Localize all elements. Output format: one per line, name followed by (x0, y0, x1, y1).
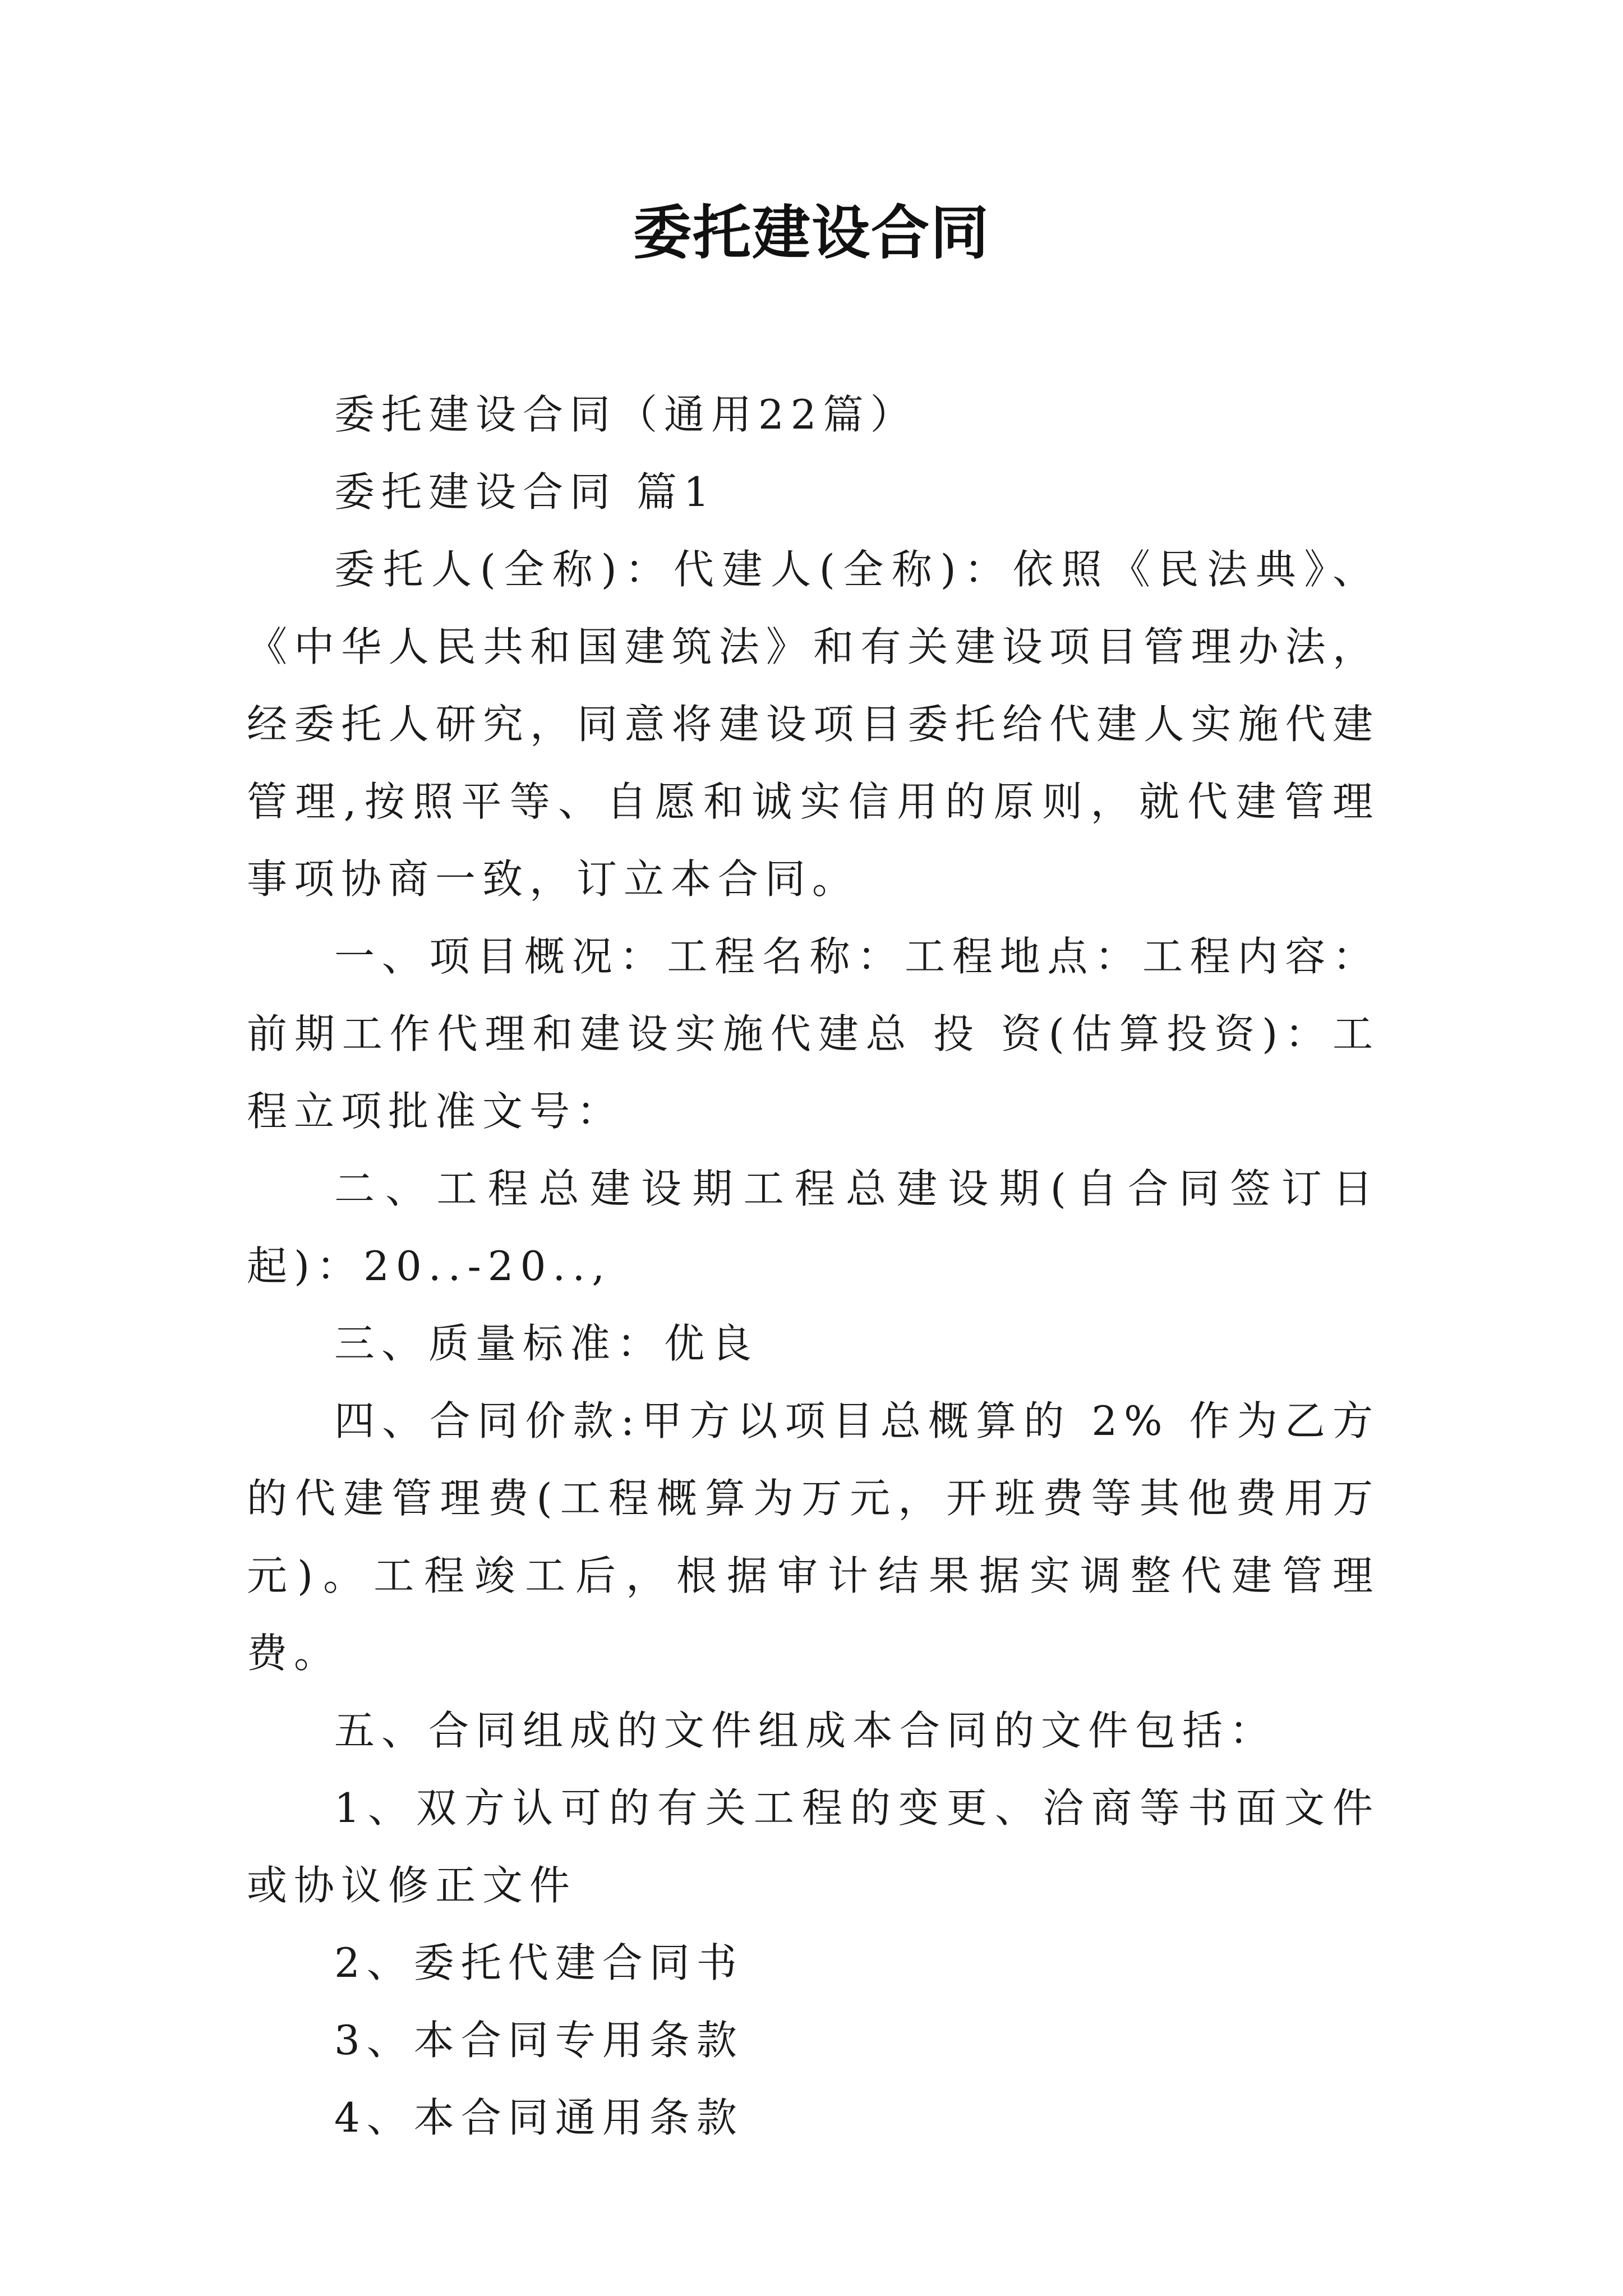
document-body (247, 376, 1380, 2156)
list-item: 4、本合同通用条款 (334, 2094, 744, 2141)
clause-project-overview: 一、项目概况：工程名称：工程地点：工程内容： 前期工作代理和建设实施代建总 投 资(估算投资)：工程立项批准文号： (247, 933, 1380, 1135)
list-item: 1、双方认可的有关工程的变更、洽商等书面文件或协议修正文件 (247, 1784, 1380, 1909)
clause-construction-period: 二、工程总建设期工程总建设期(自合同签订日起)：20..-20.., (247, 1165, 1380, 1290)
clause-contract-price: 四、合同价款:甲方以项目总概算的 2% 作为乙方的代建管理费(工程概算为万元，开班费等其他费用万元)。工程竣工后，根据审计结果据实调整代建管理费。 (247, 1397, 1380, 1677)
clause-contract-documents: 五、合同组成的文件组成本合同的文件包括： (334, 1707, 1277, 1754)
list-item: 3、本合同专用条款 (334, 2017, 744, 2064)
document-title: 委托建设合同 (633, 198, 990, 267)
preamble-paragraph: 委托人(全称)：代建人(全称)：依照《民法典》、《中华人民共和国建筑法》和有关建设项目管理办法，经委托人研究，同意将建设项目委托给代建人实施代建管理,按照平等、自愿和诚实信用的原则，就代建管理事项协商一致，订立本合同。 (247, 546, 1380, 903)
clause-quality-standard: 三、质量标准：优良 (334, 1320, 759, 1367)
subtitle-paragraph: 委托建设合同（通用22篇） (334, 391, 917, 438)
section-heading-paragraph: 委托建设合同 篇1 (334, 468, 716, 516)
list-item: 2、委托代建合同书 (334, 1939, 744, 1986)
